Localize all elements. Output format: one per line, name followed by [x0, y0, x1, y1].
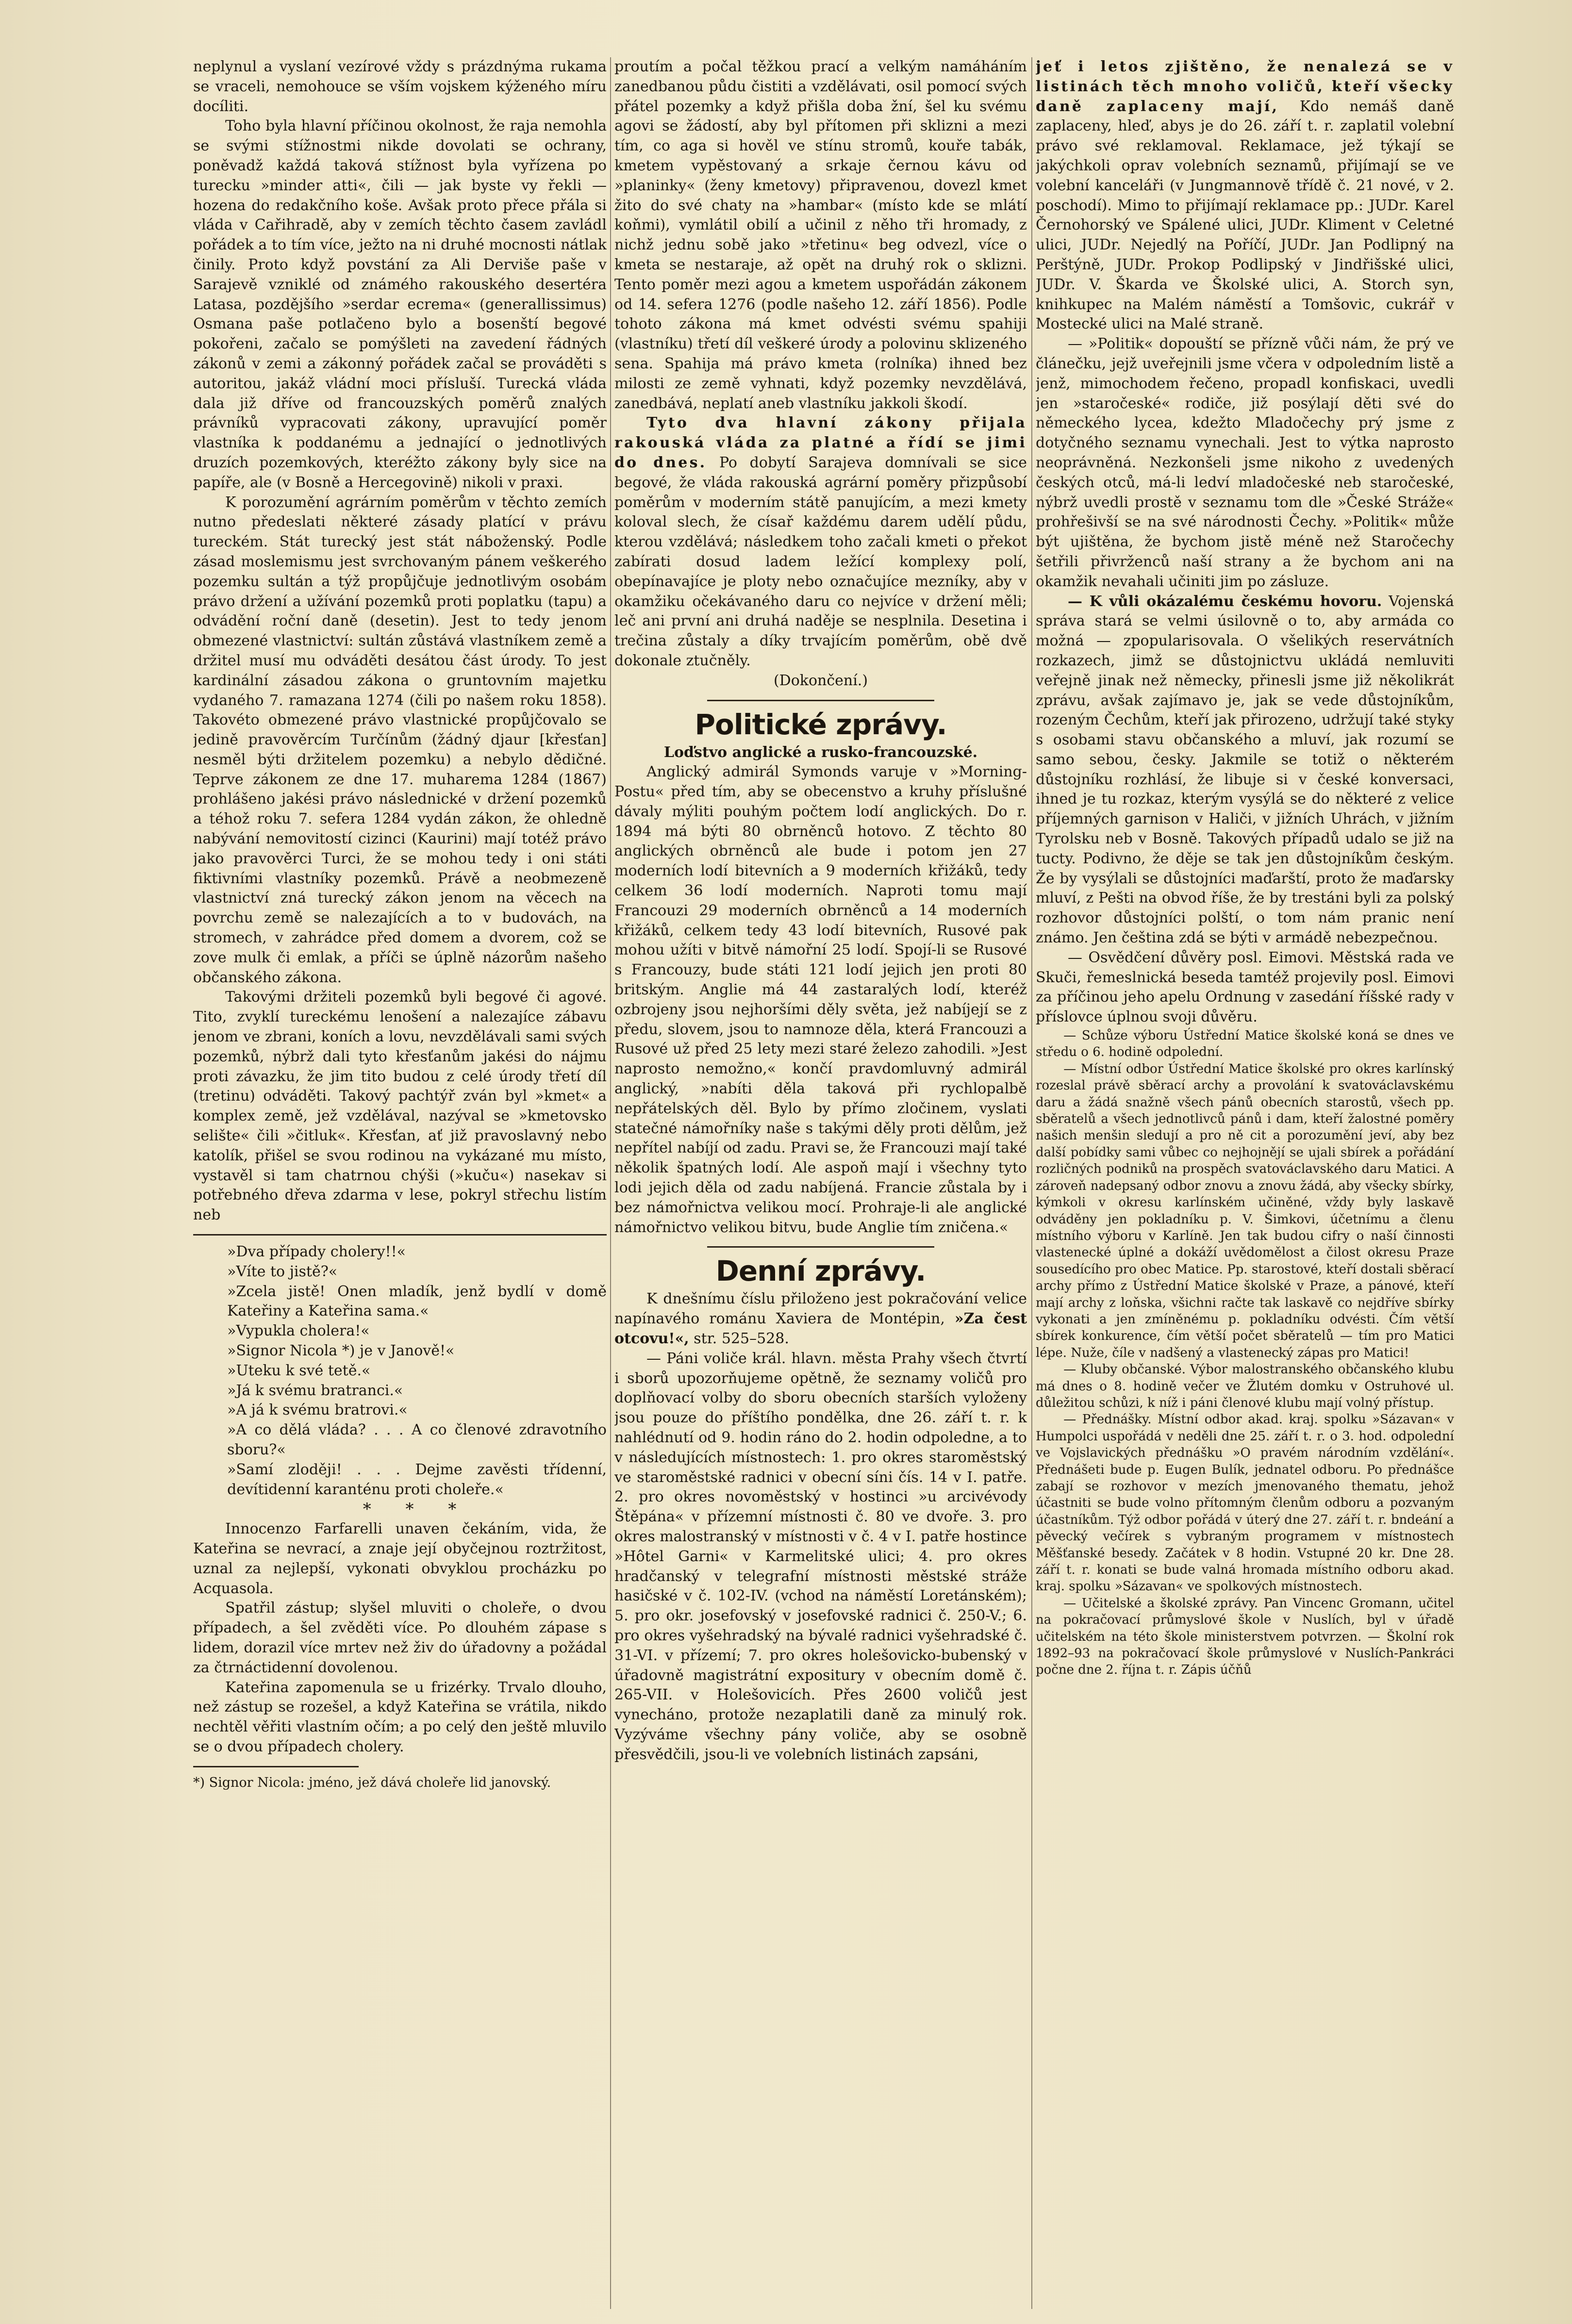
paragraph: Kateřina zapomenula se u frizérky. Trvalo dlouho, než zástup se rozešel, a když Kateřina se vrátila, nikdo nechtěl věřiti vlastním očím; a po celý den ještě mluvilo se o dvou případech cholery.	[193, 1679, 607, 1755]
novel-title: »Za čest otcovu!«,	[614, 1310, 1027, 1348]
column-rule	[610, 57, 611, 2309]
dialogue-line: »A já k svému bratrovi.«	[227, 1401, 408, 1419]
dialogue-line: »Dva případy cholery!!«	[227, 1243, 406, 1261]
section-heading-political: Politické zprávy.	[695, 708, 947, 741]
separator	[193, 1234, 607, 1236]
paragraph: — Osvědčení důvěry posl. Eimovi. Městská rada ve Skuči, řemeslnická beseda tamtéž projevily posl. Eimovi za příčinou jeho apelu Ordnung v zasedání říšské rady v příslovce úplnou svoji důvěru.	[1036, 949, 1454, 1026]
dialogue-line: »Víte to jistě?«	[227, 1263, 338, 1280]
article-title: — K vůli okázalému českému hovoru.	[1068, 593, 1382, 610]
paragraph: — Přednášky. Místní odbor akad. kraj. spolku »Sázavan« v Humpolci uspořádá v neděli dne 25. září t. r. o 3. hod. odpolední ve Vojslavických přednášku »O pravém národním vzdělání«. Přednášeti bude p. Eugen Bulík, jednatel odboru. Po přednášce zabají se rozhovor v mezích jmenovaného thematu, jehož účastniti se bude volno přítomným členům odboru a pozvaným účastníkům. Týž odbor pořádá v úterý dne 27. září t. r. bndeání a pěvecký večírek s vybraným programem v místnostech Měšťanské besedy. Začátek v 8 hodin. Vstupné 20 kr. Dne 28. září t. r. konati se bude valná hromada místního odboru akad. kraj. spolku »Sázavan« ve spolkových místnostech.	[1036, 1412, 1454, 1594]
dialogue-line: »Uteku k své tetě.«	[227, 1362, 371, 1379]
paragraph: — Místní odbor Ústřední Matice školské pro okres karlínský rozeslal právě sběrací archy a provolání k svatováclavskému daru a žádá snažně všech pánů obecních starostů, všech pp. sběratelů a všech jednotlivců pánů i dam, kteří žalostné poměry našich menšin sledují a pro ně cit a porozumění jeví, aby bez další pobídky sami vůbec co nejhojnějí se ujali sbírek a pořádání rozličných podniků na prospěch svatováclavského daru Matici. A zároveň nadepsaný odbor znovu a znovu žádá, aby všecky sbírky, kýmkoli v okresu karlínském učiněné, vždy byly laskavě odváděny jen pokladníku p. V. Šimkovi, účetnímu a členu místního výboru v Karlíně. Jen tak budou cifry o naší činnosti vlastenecké úplné a dokáží uvědomělost a čilost okresu Praze sousedícího pro obec Matice. Pp. starostové, kteří dostali sběrací archy přímo z Ústřední Matice školské v Praze, a pánové, kteří mají archy z loňska, všichni račte tak laskavě co nejdříve sbírky vykonati a jen zmíněnému p. pokladníku odvésti. Čím větší sbírek konkurence, čím větší počet sběratelů — tím pro Matici lépe. Nuže, číle v nadšený a vlastenecký zápas pro Matici!	[1036, 1061, 1454, 1360]
paragraph: Innocenzo Farfarelli unaven čekáním, vida, že Kateřina se nevrací, a znaje její obyčejnou roztržitost, uznal za nejlepší, vykonati obvyklou procházku po Acquasola.	[193, 1520, 607, 1597]
continued-note: (Dokončení.)	[773, 672, 868, 689]
column-3	[1036, 57, 1454, 2309]
text: Kdo nemáš daně zaplaceny, hleď, abys je do 26. září t. r. zaplatil volební právo své reklamoval. Reklamace, jež týkají se jakýchkoli oprav volebních seznamů, přijímají se ve volební kanceláři (v Jungmannově třídě č. 21 nové, v 2. poschodí). Mimo to přijímají reklamace pp.: JUDr. Karel Černohorský ve Spálené ulici, JUDr. Kliment v Celetné ulici, JUDr. Nejedlý na Poříčí, JUDr. Jan Podlipný na Perštýně, JUDr. Prokop Podlipský v Jindřišské ulici, JUDr. V. Škarda ve Školské ulici, A. Storch syn, knihkupec na Malém náměstí a Tomšovic, cukrář v Mostecké ulici na Malé straně.	[1036, 98, 1454, 333]
text: str. 525–528.	[689, 1330, 789, 1348]
paragraph	[614, 1289, 1027, 1349]
column-rule	[1031, 57, 1032, 2309]
text: Vojenská správa stará se velmi úsilovně o to, aby armáda co možná — zpopularisovala. O všelikých reservátních rozkazech, jimž se důstojnictvu ukládá nemluviti veřejně jinak než německy, přinesli jsme již několikrát zprávu, avšak zajímavo je, jak se vede důstojníkům, rozeným Čechům, kteří jak přirozeno, udržují také styky s osobami stavu občanského a mluví, jak rozumí se samo sebou, česky. Jakmile se totiž o některém důstojníku rozhlásí, že libuje si v české konversaci, ihned je tu rozkaz, kterým vysýlá se do některé z velice příjemných garnison v Haliči, v jižních Uhrách, v jižním Tyrolsku neb v Bosně. Takových případů udalo se již na tucty. Podivno, že děje se tak jen důstojníkům českým. Že by vysýlali se důstojníci maďarští, proto že maďarsky mluví, z Pešti na obvod říše, že by trestáni byli za polský rozhovor důstojníci polští, o tom nám pranic není známo. Jen čeština zdá se býti v armádě nebezpečnou.	[1036, 593, 1454, 947]
small-print-news	[1036, 1027, 1454, 1679]
dialogue-line: »Zcela jistě! Onen mladík, jenž bydlí v domě Kateřiny a Kateřina sama.«	[227, 1283, 607, 1320]
paragraph: Takovými držiteli pozemků byli begové či agové. Tito, zvyklí tureckému lenošení a nalezajíce zábavu jenom ve zbrani, koních a lovu, nevzdělávali sami svých pozemků, nýbrž dali tyto křesťanům jakési do nájmu proti závazku, že jim tito budou z celé úrody třetí díl (tretinu) odváděti. Takový pachtýř zván byl »kmet« a komplex země, jež vzdělával, nazýval se »kmetovsko selište« čili »čitluk«. Křesťan, ať již pravoslavný nebo katolík, přišel se svou rodinou na vykázané mu místo, vystavěl si tam chatrnou chýši (»kuču«) nasekav si potřebného dřeva zdarma v lese, pokryl střechu listím neb	[193, 989, 607, 1224]
emphasis: Tyto dva hlavní zákony přijala rakouská vláda za platné a řídí se jimi do dnes.	[614, 414, 1027, 471]
article-title: Loďstvo anglické a rusko-francouzské.	[663, 743, 978, 761]
paragraph: Toho byla hlavní příčinou okolnost, že raja nemohla se svými stížnostmi nikde dovolati se ochrany, poněvadž každá taková stížnost byla vyřízena po turecku »minder atti«, čili — jak byste vy řekli — hozena do redakčního koše. Avšak proto přece přála si vláda v Cařihradě, aby v zemích těchto časem zavládl pořádek a to tím více, ježto na ni druhé mocnosti nátlak činily. Proto když povstání za Ali Derviše paše v Sarajevě vzniklé od známého rakouského desertéra Latasa, pozdějšího »serdar ecrema« (generallissimus) Osmana paše potlačeno bylo a bosenští begové pokořeni, začalo se pomýšleti na zavedení řádných zákonů v zemi a zákonný pořádek začal se prováděti s autoritou, jakáž vládní moci přísluší. Turecká vláda dala již dříve od francouzských poměrů znalých právníků vypracovati zákony, upravující poměr vlastníka k poddanému a jednající o jednotlivých druzích pozemkových, kteréžto zákony byly sice na papíře, ale (v Bosně a Hercegovině) nikoli v praxi.	[193, 117, 607, 491]
paragraph: Spatřil zástup; slyšel mluviti o choleře, o dvou případech, a šel zvěděti více. Po dlouhém zápase s lidem, dorazil více mrtev než živ do úřadovny a požádal za čtrnáctidenní dovolenou.	[193, 1599, 607, 1676]
paragraph: — Učitelské a školské zprávy. Pan Vincenc Gromann, učitel na pokračovací průmyslové škole v Nuslích, byl v úřadě učitelském na této škole ministerstvem potvrzen. — Školní rok 1892–93 na pokračovací škole průmyslové v Nuslích-Pankráci počne dne 2. října t. r. Zápis účňů	[1036, 1596, 1454, 1678]
dialogue-line: »Já k svému bratranci.«	[227, 1382, 403, 1399]
dialogue-line: »Signor Nicola *) je v Janově!«	[227, 1342, 455, 1359]
section-stars: * * *	[363, 1500, 471, 1519]
paragraph: — Kluby občanské. Výbor malostranského občanského klubu má dnes o 8. hodině večer ve Žlutém domku v Ostruhové ul. důležitou schůzi, k níž i páni členové klubu mají volný přístup.	[1036, 1362, 1454, 1410]
separator	[707, 700, 934, 701]
footnote: *) Signor Nicola: jméno, jež dává choleře lid janovský.	[193, 1775, 551, 1790]
dialogue-line: »Vypukla cholera!«	[227, 1322, 370, 1340]
paragraph: — »Politik« dopouští se přízně vůči nám, že prý ve článečku, jejž uveřejnili jsme včera v odpoledním listě a jenž, mimochodem řečeno, propadl konfiskaci, uvedli jen »staročeské« rodiče, již posýlají děti své do německého lycea, kdežto Mladočechy prý jsme z dotyčného seznamu vynechali. Jest to výtka naprosto neoprávněná. Nezkonšeli jsme nikoho z uvedených českých otců, má-li ledví mladočeské neb staročeské, nýbrž uvedli prostě v seznamu tom dle »České Stráže« prohřešivší se na své národnosti Čechy. »Politik« může být ujištěna, že bychom jistě méně než Staročechy šetřili přivrženců naší strany a že bychom ani na okamžik nevahali učiniti jim po zásluze.	[1036, 335, 1454, 590]
paragraph: Anglický admirál Symonds varuje v »Morning-Postu« před tím, aby se obecenstvo a kruhy příslušné dávaly mýliti pouhým počtem lodí anglických. Do r. 1894 má býti 80 obrněnců hotovo. Z těchto 80 anglických obrněnců ale bude i potom jen 27 moderních lodí bitevních a 9 moderních křižáků, tedy celkem 36 lodí moderních. Naproti tomu mají Francouzi 29 moderních obrněnců a 14 moderních křižáků, celkem tedy 43 lodí bitevních, Rusové pak mohou užíti v bitvě námořní 25 lodí. Spojí-li se Rusové s Francouzy, bude státi 121 lodí jejich jen proti 80 britským. Anglie má 44 zastaralých lodí, kteréž ozbrojeny jsou nejhoršími děly světa, jež nabíjejí se z předu, slovem, jsou to namnoze děla, která Francouzi a Rusové už před 25 lety mezi staré železo zahodili. »Jest naprosto nemožno,« končí pravdomluvný admirál anglický, »nabíti děla taková při rychlopalbě nepřátelských děl. Bylo by přímo zločinem, vyslati statečné námořníky naše s takými děly proti dělům, jež nepřítel nabíjí od zadu. Pravi se, že Francouzi mají také několik špatných lodí. Ale aspoň mají i všechny tyto lodi jejich děla od zadu nabíjená. Francie zůstala by i bez námořnictva velikou mocí. Prohraje-li ale anglické námořnictvo velikou bitvu, bude Anglie tím zničena.«	[614, 763, 1027, 1236]
section-heading-daily: Denní zprávy.	[715, 1254, 926, 1288]
paragraph: — Páni voliče král. hlavn. města Prahy všech čtvrtí i sborů upozorňujeme opětně, že seznamy voličů pro doplňovací volby do sboru obecních starších vyloženy jsou pouze do příštího pondělka, dne 26. září t. r. k nahlédnutí od 9. hodin ráno do 2. hodin odpoledne, a to v následujících místnostech: 1. pro okres staroměstský ve staroměstské radnici v obecní síni čís. 14 v I. patře. 2. pro okres novoměstský v hostinci »u arcivévody Štěpána« v přízemní místnosti č. 80 ve dvoře. 3. pro okres malostranský v místnosti v č. 4 v I. patře hostince »Hôtel Garni« v Karmelitské ulici; 4. pro okres hradčanský v telegrafní místnosti městské stráže hasičské v č. 102-IV. (vchod na náměstí Loretánském); 5. pro okr. josefovský v josefovské radnici č. 250-V.; 6. pro okres vyšehradský na bývalé radnici vyšehradské č. 31-VI. v přízemí; 7. pro okres holešovicko-bubenský v úřadovně magistrátní expositury v obecním domě č. 265-VII. v Holešovicích. Přes 2600 voličů jest vynecháno, protože nezaplatili daně za minulý rok. Vyzýváme všechny pány voliče, aby se osobně přesvědčili, jsou-li ve volebních listinách zapsáni,	[614, 1350, 1027, 1763]
emphasis: jeť i letos zjištěno, že nenalezá se v listinách těch mnoho voličů, kteří všecky daně zaplaceny mají,	[1036, 58, 1454, 115]
dialogue-line: »Samí zloději! . . . Dejme zavěsti třídenní, devítidenní karanténu proti choleře.«	[227, 1461, 607, 1498]
footnote-rule	[193, 1766, 359, 1767]
paragraph: proutím a počal těžkou prací a velkým namáháním zanedbanou půdu čistiti a vzdělávati, osil pomocí svých přátel pozemky a když přišla doba žní, šel ku svému agovi se žádostí, aby byl přítomen při sklizni a mezi tím, co aga si hověl ve stínu stromů, kouře tabák, kmetem vypěstovaný a srkaje černou kávu od »planinky« (ženy kmetovy) připravenou, dovezl kmet žito do své chaty na »hambar« (místo kde se mlátí koňmi), vymlátil obilí a učinil z něho tři hromady, z nichž jednu sobě jako »třetinu« beg odvezl, více o kmeta se nestaraje, až opět na druhý rok o sklizni. Tento poměr mezi agou a kmetem uspořádán zákonem od 14. sefera 1276 (podle našeho 12. září 1856). Podle tohoto zákona má kmet odvésti svému spahiji (vlastníku) třetí díl veškeré úrody a polovinu sklizeného sena. Spahija má právo kmeta (rolníka) ihned bez milosti ze země vyhnati, když pozemky nevzdělává, zanedbává, neplatí aneb vlastníku jakkoli škodí.	[614, 58, 1027, 412]
column-1	[193, 57, 607, 2139]
text: Po dobytí Sarajeva domnívali se sice begové, že vláda rakouská agrární poměry přizpůsobí poměrům v moderním státě panujícím, a mezi kmety koloval slech, že císař každému darem udělí půdu, kterou vzdělává; následkem toho začali kmeti o překot zabírati dosud ladem ležící komplexy polí, obepínavajíce je ploty nebo označujíce mezníky, aby v okamžiku očekávaného daru co nejvíce v držení měli; leč ani první ani druhá naděje se nesplnila. Desetina i trečina zůstaly a díky trvajícím poměrům, obě dvě dokonale ztučněly.	[614, 454, 1027, 669]
feuilleton	[193, 1242, 607, 1757]
dialogue-line: »A co dělá vláda? . . . A co členové zdravotního sboru?«	[227, 1421, 607, 1458]
paragraph: neplynul a vyslaní vezírové vždy s prázdnýma rukama se vraceli, nemohouce se vším vojskem kýženého míru docíliti.	[193, 58, 607, 115]
paragraph	[614, 413, 1027, 671]
separator	[707, 1246, 934, 1248]
paragraph	[1036, 592, 1454, 948]
paragraph	[1036, 57, 1454, 334]
paragraph: K porozumění agrárním poměrům v těchto zemích nutno předeslati některé zásady platící v právu tureckém. Stát turecký jest stát náboženský. Podle zásad moslemismu jest svrchovaným pánem veškerého pozemku sultán a týž propůjčuje jednotlivým osobám právo držení a užívání pozemků proti poplatku (tapu) a odvádění roční daně (desetin). Jest to tedy jenom obmezené vlastnictví: sultán zůstává vlastníkem země a držitel musí mu odváděti desátou část úrody. To jest kardinální zásadou zákona o gruntovním majetku vydaného 7. ramazana 1274 (čili po našem roku 1858). Takovéto obmezené právo vlastnické propůjčovalo se jedině pravověrcím Turčínům (žádný djaur [křesťan] nesměl býti držitelem pozemku) a nebylo dědičné. Teprve zákonem ze dne 17. muharema 1284 (1867) prohlášeno jakési právo následnické v držení pozemků a téhož roku 7. sefera 1284 vydán zákon, že ohledně nabývání nemovitostí cizinci (Kaurini) mají totéž právo jako pravověrci Turci, že se mohou tedy i oni státi fiktivními vlastníky pozemků. Právě a neobmezeně vlastnictví zná turecký zákon jenom na věcech na povrchu země se nalezajících a to v budovách, na stromech, v zahrádce před domem a dvorem, což se zove mulk či emlak, a příči se úplně názorům našeho občanského zákona.	[193, 494, 607, 986]
text: K dnešnímu číslu přiloženo jest pokračování velice napínavého románu Xaviera de Montépin,	[614, 1290, 1027, 1328]
column-2	[614, 57, 1027, 2309]
paragraph: — Schůze výboru Ústřední Matice školské koná se dnes ve středu o 6. hodině odpolední.	[1036, 1028, 1454, 1060]
